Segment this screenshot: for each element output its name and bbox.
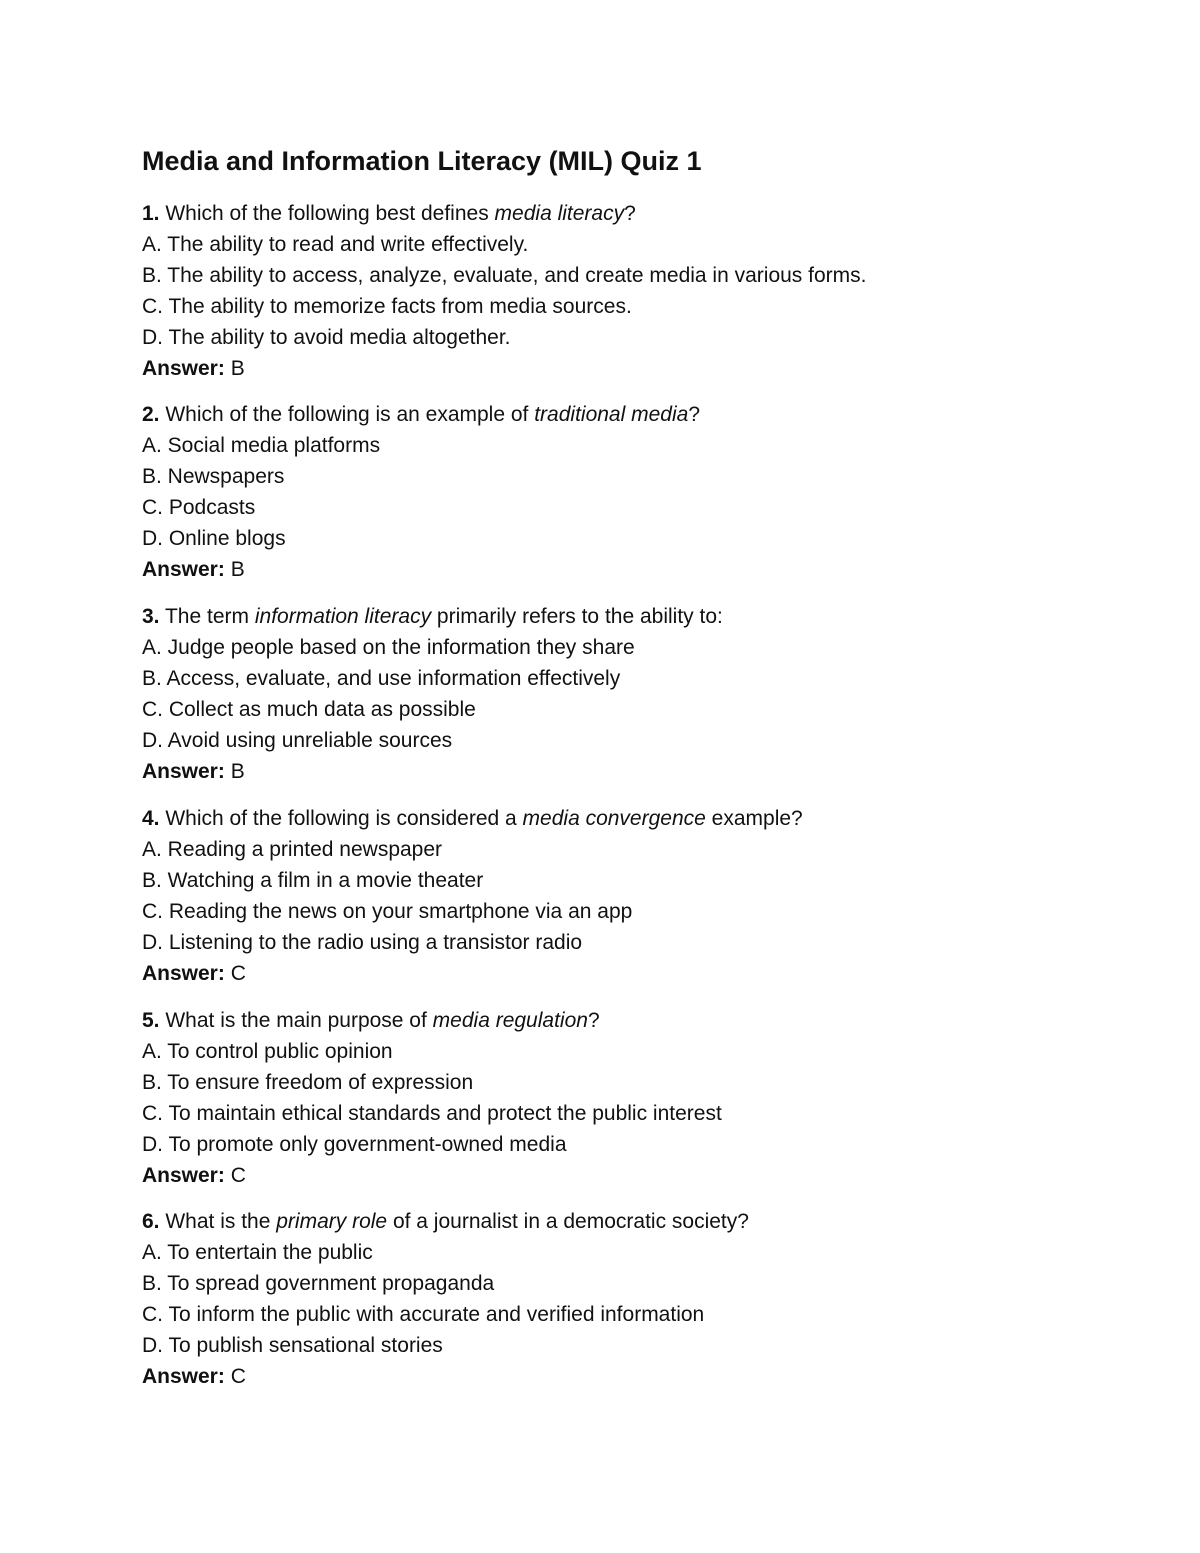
question-number: 4. xyxy=(142,807,160,830)
option-a: A. To entertain the public xyxy=(142,1241,373,1264)
question-2 xyxy=(142,399,1142,585)
stem-text: What is the xyxy=(165,1210,277,1233)
question-stem xyxy=(142,1005,1142,1036)
option-b: B. Watching a film in a movie theater xyxy=(142,869,484,892)
stem-text: Which of the following is considered a xyxy=(165,807,523,830)
answer-line xyxy=(142,1160,1142,1191)
option-d: D. To publish sensational stories xyxy=(142,1334,443,1357)
answer-value: B xyxy=(230,760,245,783)
option-a: A. Social media platforms xyxy=(142,434,381,457)
stem-term: traditional media xyxy=(534,403,689,426)
question-number: 1. xyxy=(142,202,160,225)
answer-label: Answer: xyxy=(142,558,225,581)
option-c: C. Collect as much data as possible xyxy=(142,698,476,721)
answer-label: Answer: xyxy=(142,357,225,380)
answer-label: Answer: xyxy=(142,962,225,985)
answer-value: C xyxy=(230,1365,246,1388)
question-5 xyxy=(142,1005,1142,1191)
answer-value: B xyxy=(230,357,245,380)
question-stem xyxy=(142,399,1142,430)
question-1 xyxy=(142,198,1142,384)
option-c: C. Reading the news on your smartphone via an app xyxy=(142,900,633,923)
option-b: B. To ensure freedom of expression xyxy=(142,1071,474,1094)
option-d: D. Listening to the radio using a transistor radio xyxy=(142,931,583,954)
stem-text-after: example? xyxy=(705,807,803,830)
option-c: C. To inform the public with accurate and verified information xyxy=(142,1303,705,1326)
stem-text: The term xyxy=(164,605,255,628)
question-stem xyxy=(142,198,1142,229)
option-d: D. Avoid using unreliable sources xyxy=(142,729,453,752)
question-number: 2. xyxy=(142,403,160,426)
answer-line xyxy=(142,353,1142,384)
answer-value: C xyxy=(230,962,246,985)
answer-label: Answer: xyxy=(142,1164,225,1187)
stem-term: media literacy xyxy=(494,202,625,225)
option-a: A. Judge people based on the information they share xyxy=(142,636,635,659)
option-b: B. Access, evaluate, and use information effectively xyxy=(142,667,621,690)
option-c: C. Podcasts xyxy=(142,496,256,519)
stem-text: Which of the following is an example of xyxy=(165,403,535,426)
question-stem xyxy=(142,1206,1142,1237)
option-d: D. Online blogs xyxy=(142,527,286,550)
answer-line xyxy=(142,958,1142,989)
question-number: 5. xyxy=(142,1009,160,1032)
option-a: A. To control public opinion xyxy=(142,1040,393,1063)
answer-value: C xyxy=(230,1164,246,1187)
stem-term: media regulation xyxy=(432,1009,588,1032)
question-stem xyxy=(142,601,1142,632)
option-b: B. To spread government propaganda xyxy=(142,1272,495,1295)
answer-value: B xyxy=(230,558,245,581)
option-d: D. To promote only government-owned media xyxy=(142,1133,567,1156)
page-title: Media and Information Literacy (MIL) Quiz 1 xyxy=(142,146,702,176)
answer-line xyxy=(142,554,1142,585)
option-a: A. Reading a printed newspaper xyxy=(142,838,443,861)
option-a: A. The ability to read and write effectively. xyxy=(142,233,529,256)
answer-label: Answer: xyxy=(142,760,225,783)
question-number: 3. xyxy=(142,605,160,628)
answer-line xyxy=(142,1361,1142,1392)
answer-line xyxy=(142,756,1142,787)
stem-term: media convergence xyxy=(522,807,706,830)
question-4 xyxy=(142,803,1142,989)
stem-text-after: of a journalist in a democratic society? xyxy=(387,1210,749,1233)
stem-term: primary role xyxy=(276,1210,388,1233)
stem-term: information literacy xyxy=(254,605,432,628)
stem-text: Which of the following best defines xyxy=(165,202,495,225)
question-6 xyxy=(142,1206,1142,1392)
option-c: C. To maintain ethical standards and protect the public interest xyxy=(142,1102,722,1125)
option-b: B. The ability to access, analyze, evaluate, and create media in various forms. xyxy=(142,264,867,287)
stem-text: What is the main purpose of xyxy=(165,1009,433,1032)
option-c: C. The ability to memorize facts from media sources. xyxy=(142,295,632,318)
option-b: B. Newspapers xyxy=(142,465,285,488)
stem-text-after: ? xyxy=(688,403,700,426)
stem-text-after: ? xyxy=(624,202,636,225)
stem-text-after: primarily refers to the ability to: xyxy=(431,605,723,628)
stem-text-after: ? xyxy=(587,1009,600,1032)
question-3 xyxy=(142,601,1142,787)
question-number: 6. xyxy=(142,1210,160,1233)
option-d: D. The ability to avoid media altogether. xyxy=(142,326,511,349)
question-stem xyxy=(142,803,1142,834)
answer-label: Answer: xyxy=(142,1365,225,1388)
